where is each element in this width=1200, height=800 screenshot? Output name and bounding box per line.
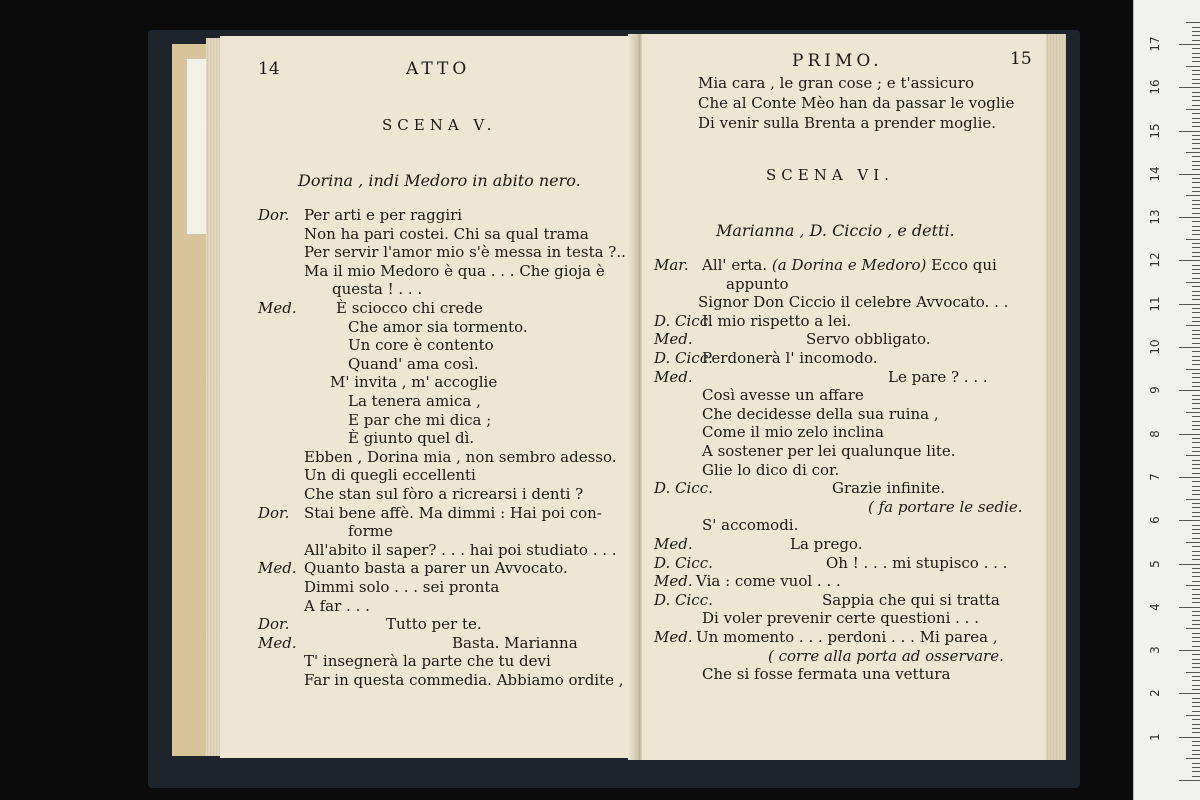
ruler-tick (1192, 529, 1200, 530)
dialogue-line: A sostener per lei qualunque lite. (702, 442, 956, 460)
ruler-tick (1179, 390, 1200, 391)
ruler-tick (1192, 360, 1200, 361)
ruler-tick (1192, 689, 1200, 690)
dialogue-line: Per arti e per raggiri (304, 206, 463, 224)
ruler-tick (1192, 334, 1200, 335)
dialogue-line: Far in questa commedia. Abbiamo ordite , (304, 671, 624, 689)
ruler-tick (1192, 35, 1200, 36)
ruler-tick (1192, 646, 1200, 647)
ruler-tick (1192, 447, 1200, 448)
ruler-tick (1192, 546, 1200, 547)
ruler-tick (1192, 187, 1200, 188)
dialogue-line: Via : come vuol . . . (696, 572, 841, 591)
dialogue-line: Un momento . . . perdoni . . . Mi parea , (696, 628, 998, 646)
ruler-tick (1192, 659, 1200, 660)
ruler-tick (1192, 377, 1200, 378)
dialogue-line: Perdonerà l' incomodo. (702, 349, 878, 367)
page-edges-left (206, 38, 220, 756)
ruler-tick (1186, 66, 1200, 67)
ruler-number: 11 (1148, 296, 1162, 312)
ruler-tick (1192, 538, 1200, 539)
speaker-label: Mar. (654, 256, 689, 274)
ruler-tick (1192, 299, 1200, 300)
ruler-number: 7 (1148, 473, 1162, 481)
ruler-tick (1192, 425, 1200, 426)
ruler-tick (1192, 416, 1200, 417)
ruler-tick (1186, 412, 1200, 413)
ruler-tick (1192, 70, 1200, 71)
ruler-tick (1192, 139, 1200, 140)
ruler-tick (1192, 338, 1200, 339)
ruler-tick (1192, 182, 1200, 183)
speaker-label: Med. (654, 535, 693, 553)
speaker-label: D. Cicc. (654, 479, 713, 498)
ruler-tick (1192, 706, 1200, 707)
ruler-tick (1192, 291, 1200, 292)
ruler-tick (1179, 87, 1200, 88)
stage-direction: Dorina , indi Medoro in abito nero. (298, 171, 581, 190)
ruler-tick (1192, 213, 1200, 214)
dialogue-line: Grazie infinite. (832, 479, 946, 498)
running-head: PRIMO. (792, 51, 883, 71)
dialogue-line: Le pare ? . . . (888, 367, 988, 386)
ruler-tick (1179, 477, 1200, 478)
ruler-tick (1192, 728, 1200, 729)
ruler-tick (1192, 373, 1200, 374)
ruler-tick (1192, 165, 1200, 166)
ruler-tick (1179, 434, 1200, 435)
page-number: 15 (1010, 49, 1032, 69)
dialogue-line: Così avesse un affare (702, 386, 864, 405)
ruler-tick (1192, 408, 1200, 409)
ruler-tick (1192, 57, 1200, 58)
ruler-tick (1179, 44, 1200, 45)
ruler-tick (1192, 386, 1200, 387)
stage-direction: Marianna , D. Ciccio , e detti. (716, 221, 955, 240)
ruler-number: 6 (1148, 516, 1162, 525)
speaker-label: Med. (654, 367, 693, 386)
ruler-tick (1192, 481, 1200, 482)
dialogue-line: Servo obbligato. (806, 330, 931, 349)
left-page (220, 36, 636, 758)
ruler-tick (1192, 399, 1200, 400)
ruler-tick (1192, 243, 1200, 244)
ruler-tick (1192, 486, 1200, 487)
ruler-tick (1192, 148, 1200, 149)
ruler-tick (1179, 564, 1200, 565)
ruler-tick (1192, 382, 1200, 383)
ruler-tick (1192, 286, 1200, 287)
ruler-tick (1192, 295, 1200, 296)
ruler-number: 1 (1148, 732, 1162, 741)
ruler-number: 16 (1148, 79, 1162, 95)
ruler-number: 12 (1148, 252, 1162, 269)
ruler-tick (1192, 403, 1200, 404)
ruler-tick (1192, 676, 1200, 677)
dialogue-line: Ma il mio Medoro è qua . . . Che gioja è (304, 261, 605, 280)
dialogue-line: Basta. Marianna (452, 633, 578, 652)
ruler-tick (1192, 667, 1200, 668)
ruler-tick (1192, 351, 1200, 352)
ruler-tick (1192, 568, 1200, 569)
ruler-tick (1192, 113, 1200, 114)
ruler-tick (1192, 732, 1200, 733)
dialogue-line: A far . . . (304, 596, 370, 615)
ruler-tick (1192, 317, 1200, 318)
ruler-tick (1192, 126, 1200, 127)
ruler-tick (1192, 581, 1200, 582)
ruler-tick (1192, 589, 1200, 590)
dialogue-line: forme (348, 522, 393, 541)
ruler-number: 13 (1148, 209, 1162, 225)
dialogue-line: Che stan sul fòro a ricrearsi i denti ? (304, 485, 584, 503)
ruler-tick (1179, 347, 1200, 348)
ruler-tick (1192, 598, 1200, 599)
ruler-tick (1192, 490, 1200, 491)
speaker-label: Med. (258, 633, 297, 652)
ruler-number: 2 (1148, 689, 1162, 698)
dialogue-line: Un core è contento (348, 336, 494, 355)
ruler-number: 10 (1148, 339, 1162, 355)
dialogue-line: questa ! . . . (332, 280, 423, 299)
scene-title: SCENA VI. (766, 166, 894, 184)
ruler-tick (1192, 265, 1200, 266)
ruler-tick (1192, 105, 1200, 106)
ruler-tick (1192, 438, 1200, 439)
ruler-tick (1192, 330, 1200, 331)
ruler-tick (1192, 680, 1200, 681)
ruler-tick (1179, 520, 1200, 521)
ruler-tick (1192, 464, 1200, 465)
speaker-label: Dor. (258, 503, 290, 522)
ruler-tick (1179, 607, 1200, 608)
dialogue-line: ( fa portare le sedie. (868, 497, 1023, 516)
dialogue-line: M' invita , m' accoglie (330, 373, 498, 392)
ruler-tick (1192, 226, 1200, 227)
ruler-tick (1192, 611, 1200, 612)
ruler-tick (1186, 455, 1200, 456)
running-head: ATTO (406, 59, 471, 79)
dialogue-line: Dimmi solo . . . sei pronta (304, 578, 500, 596)
ruler-tick (1186, 239, 1200, 240)
ruler-tick (1192, 321, 1200, 322)
ruler-number: 15 (1148, 122, 1162, 139)
ruler-tick (1192, 741, 1200, 742)
ruler-tick (1192, 96, 1200, 97)
speaker-label: D. Cicc. (654, 311, 713, 330)
dialogue-line: La prego. (790, 535, 863, 553)
dialogue-line: ( corre alla porta ad osservare. (768, 646, 1004, 665)
ruler-number: 17 (1148, 36, 1162, 52)
dialogue-line: Quanto basta a parer un Avvocato. (304, 559, 568, 578)
right-page (642, 34, 1046, 760)
ruler-tick (1192, 143, 1200, 144)
ruler-tick (1192, 572, 1200, 573)
ruler-tick (1192, 685, 1200, 686)
ruler-tick (1192, 698, 1200, 699)
ruler-tick (1179, 780, 1200, 781)
dialogue-line: Un di quegli eccellenti (304, 466, 476, 485)
ruler-tick (1192, 343, 1200, 344)
ruler-tick (1192, 191, 1200, 192)
ruler-tick (1192, 178, 1200, 179)
ruler-tick (1192, 754, 1200, 755)
ruler-tick (1192, 776, 1200, 777)
dialogue-line: Che amor sia tormento. (348, 317, 528, 336)
ruler-tick (1186, 22, 1200, 23)
speaker-label: Med. (654, 572, 693, 591)
speaker-label: Med. (654, 330, 693, 349)
ruler-tick (1192, 273, 1200, 274)
ruler-tick (1186, 499, 1200, 500)
ruler-tick (1192, 533, 1200, 534)
dialogue-line: Di voler prevenir certe questioni . . . (702, 609, 979, 628)
speaker-label: D. Cicc. (654, 590, 713, 609)
ruler-tick (1192, 92, 1200, 93)
ruler-tick (1192, 252, 1200, 253)
ruler-number: 8 (1148, 429, 1162, 438)
ruler-tick (1192, 654, 1200, 655)
ruler-tick (1192, 161, 1200, 162)
dialogue-line: Che si fosse fermata una vettura (702, 665, 951, 684)
dialogue-line: All' erta. (a Dorina e Medoro) Ecco qui (702, 256, 997, 274)
ruler-tick (1192, 53, 1200, 54)
dialogue-line: È sciocco chi crede (336, 299, 483, 317)
dialogue-line: Ebben , Dorina mia , non sembro adesso. (304, 447, 617, 466)
speaker-label: Med. (654, 628, 693, 646)
ruler-tick (1179, 260, 1200, 261)
ruler-number: 14 (1148, 166, 1162, 182)
speaker-label: Dor. (258, 206, 290, 224)
dialogue-line: La tenera amica , (348, 392, 481, 410)
ruler-tick (1192, 637, 1200, 638)
ruler-tick (1186, 715, 1200, 716)
dialogue-line: Come il mio zelo inclina (702, 423, 884, 442)
ruler-tick (1192, 724, 1200, 725)
ruler-tick (1192, 750, 1200, 751)
ruler-tick (1192, 507, 1200, 508)
page-number: 14 (258, 59, 280, 79)
ruler-tick (1192, 79, 1200, 80)
dialogue-line: Non ha pari costei. Chi sa qual trama (304, 224, 589, 243)
dialogue-line: S' accomodi. (702, 516, 799, 535)
ruler-tick (1192, 641, 1200, 642)
ruler-tick (1192, 711, 1200, 712)
ruler-tick (1186, 369, 1200, 370)
dialogue-line: Oh ! . . . mi stupisco . . . (826, 553, 1008, 572)
dialogue-line: Per servir l'amor mio s'è messa in testa ?.. (304, 243, 626, 262)
ruler-tick (1192, 48, 1200, 49)
dialogue-line: Signor Don Ciccio il celebre Avvocato. . . (698, 293, 1009, 312)
ruler-tick (1192, 615, 1200, 616)
top-line-3: Di venir sulla Brenta a prender moglie. (698, 114, 997, 132)
ruler-tick (1192, 525, 1200, 526)
ruler-tick (1186, 325, 1200, 326)
dialogue-line: Che decidesse della sua ruina , (702, 404, 939, 423)
ruler-tick (1192, 576, 1200, 577)
ruler-tick (1192, 555, 1200, 556)
ruler-tick (1192, 602, 1200, 603)
ruler-tick (1192, 745, 1200, 746)
ruler-tick (1179, 174, 1200, 175)
ruler-tick (1192, 234, 1200, 235)
ruler-number: 9 (1148, 386, 1162, 395)
ruler-tick (1192, 74, 1200, 75)
dialogue-line: Quand' ama così. (348, 354, 479, 373)
dialogue-line: All'abito il saper? . . . hai poi studiato . . . (304, 540, 617, 559)
ruler-tick (1192, 256, 1200, 257)
ruler-tick (1192, 719, 1200, 720)
ruler-tick (1192, 395, 1200, 396)
ruler-tick (1192, 27, 1200, 28)
ruler-tick (1186, 542, 1200, 543)
ruler-number: 3 (1148, 646, 1162, 654)
ruler-tick (1192, 702, 1200, 703)
scene-title: SCENA V. (382, 116, 497, 134)
speaker-label: Dor. (258, 615, 290, 634)
ruler-tick (1192, 503, 1200, 504)
ruler-tick (1179, 650, 1200, 651)
dialogue-line: E par che mi dica ; (348, 410, 492, 429)
ruler-tick (1192, 620, 1200, 621)
ruler-tick (1192, 208, 1200, 209)
ruler-tick (1192, 494, 1200, 495)
ruler-tick (1186, 282, 1200, 283)
dialogue-line: Stai bene affè. Ma dimmi : Hai poi con- (304, 503, 602, 522)
ruler-tick (1179, 304, 1200, 305)
ruler-number: 4 (1148, 602, 1162, 611)
ruler-tick (1192, 551, 1200, 552)
ruler-tick (1192, 230, 1200, 231)
ruler-tick (1192, 61, 1200, 62)
ruler-tick (1192, 200, 1200, 201)
ruler-tick (1192, 100, 1200, 101)
top-line-1: Mia cara , le gran cose ; e t'assicuro (698, 74, 975, 92)
top-line-2: Che al Conte Mèo han da passar le voglie (698, 94, 1015, 112)
ruler-tick (1192, 663, 1200, 664)
ruler-tick (1192, 767, 1200, 768)
ruler-tick (1192, 468, 1200, 469)
measuring-ruler (1133, 0, 1200, 800)
ruler-tick (1192, 31, 1200, 32)
ruler-tick (1192, 473, 1200, 474)
speaker-label: Med. (258, 559, 297, 578)
ruler-tick (1192, 451, 1200, 452)
ruler-tick (1192, 594, 1200, 595)
ruler-tick (1179, 737, 1200, 738)
ruler-tick (1192, 421, 1200, 422)
ruler-tick (1192, 308, 1200, 309)
speaker-label: Med. (258, 299, 297, 317)
dialogue-line: T' insegnerà la parte che tu devi (304, 652, 551, 671)
ruler-tick (1192, 135, 1200, 136)
ruler-tick (1186, 585, 1200, 586)
dialogue-line: Il mio rispetto a lei. (702, 311, 852, 330)
speaker-label: D. Cicc. (654, 349, 713, 367)
ruler-tick (1192, 364, 1200, 365)
ruler-tick (1192, 247, 1200, 248)
ruler-tick (1192, 516, 1200, 517)
ruler-tick (1192, 624, 1200, 625)
ruler-tick (1179, 131, 1200, 132)
ruler-tick (1192, 83, 1200, 84)
ruler-tick (1192, 771, 1200, 772)
dialogue-line: È giunto quel dì. (348, 429, 475, 448)
dialogue-line: appunto (726, 274, 789, 293)
ruler-tick (1192, 512, 1200, 513)
ruler-tick (1192, 559, 1200, 560)
ruler-tick (1192, 221, 1200, 222)
dialogue-line: Glie lo dico di cor. (702, 460, 840, 479)
ruler-tick (1192, 429, 1200, 430)
ruler-tick (1179, 693, 1200, 694)
ruler-tick (1192, 442, 1200, 443)
dialogue-line: Tutto per te. (386, 615, 482, 634)
ruler-tick (1192, 169, 1200, 170)
ruler-tick (1186, 152, 1200, 153)
ruler-tick (1186, 109, 1200, 110)
ruler-number: 5 (1148, 559, 1162, 568)
ruler-tick (1192, 460, 1200, 461)
ruler-tick (1192, 204, 1200, 205)
ruler-tick (1186, 628, 1200, 629)
ruler-tick (1192, 278, 1200, 279)
speaker-label: D. Cicc. (654, 553, 713, 572)
ruler-tick (1186, 758, 1200, 759)
ruler-tick (1192, 40, 1200, 41)
ruler-tick (1179, 217, 1200, 218)
dialogue-line: Sappia che qui si tratta (822, 590, 1000, 609)
ruler-tick (1192, 763, 1200, 764)
ruler-tick (1192, 312, 1200, 313)
ruler-tick (1186, 672, 1200, 673)
ruler-tick (1192, 156, 1200, 157)
ruler-tick (1192, 633, 1200, 634)
ruler-tick (1192, 269, 1200, 270)
ruler-tick (1192, 122, 1200, 123)
ruler-tick (1186, 195, 1200, 196)
ruler-tick (1192, 118, 1200, 119)
ruler-tick (1192, 356, 1200, 357)
